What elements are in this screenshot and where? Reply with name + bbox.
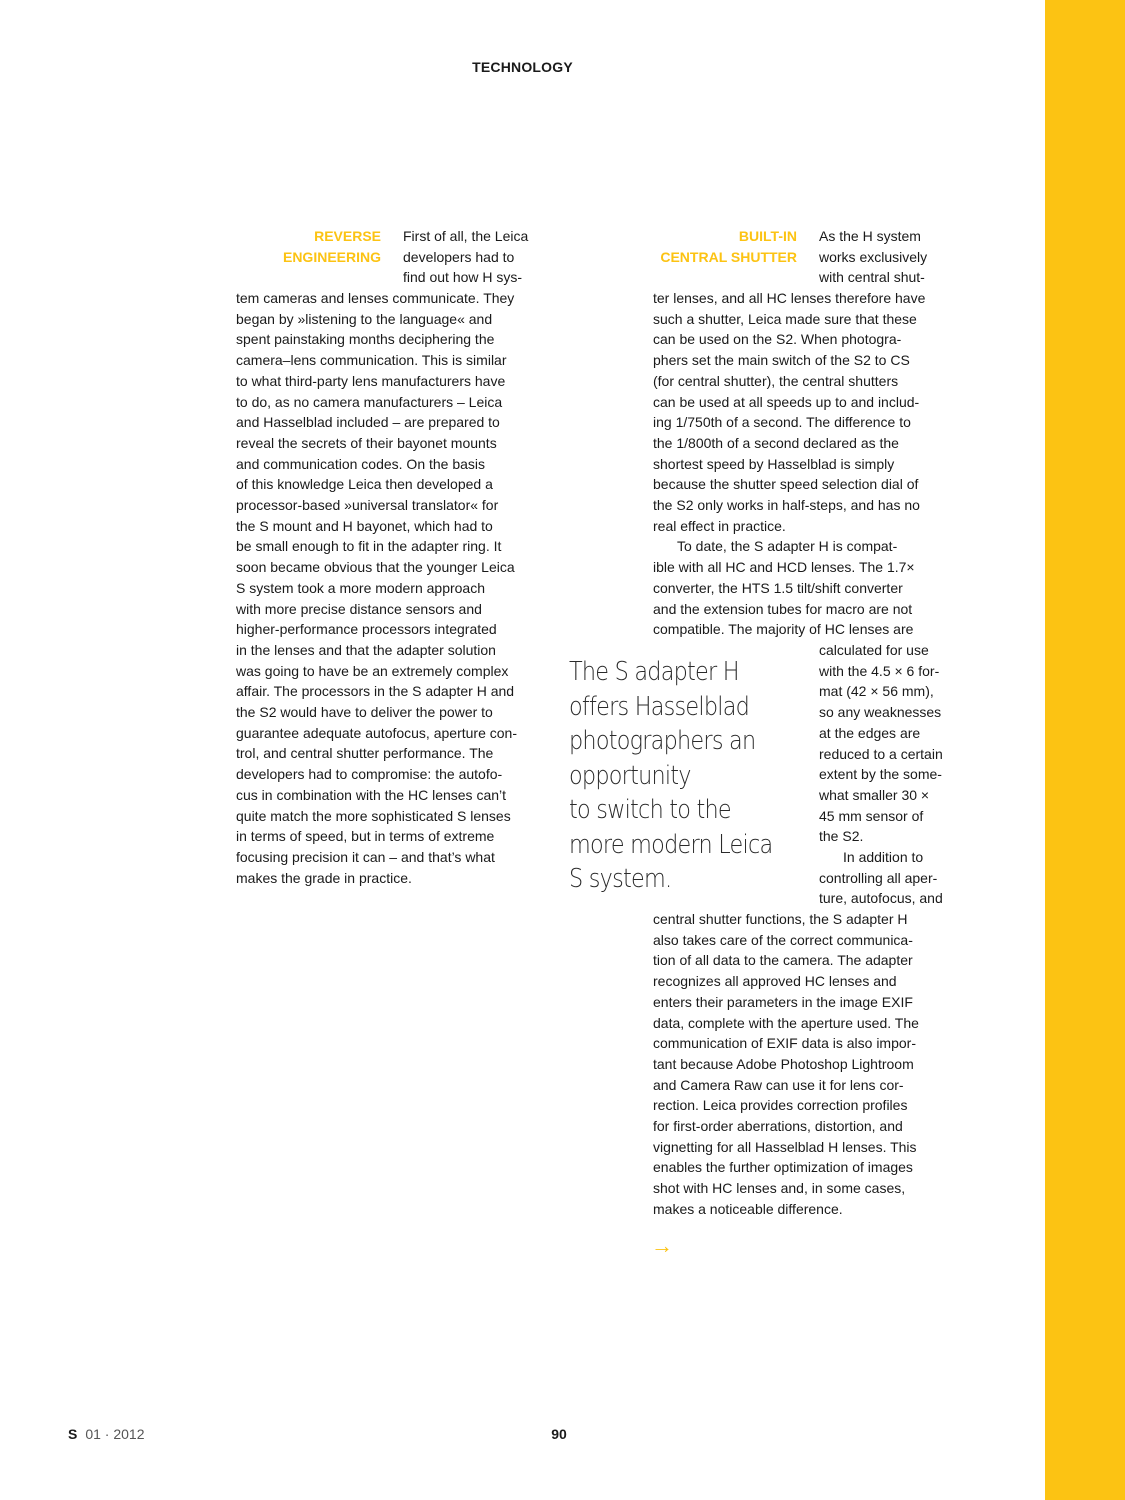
text-line: compatible. The majority of HC lenses are (653, 621, 914, 638)
left-article-body (236, 288, 556, 888)
heading-line: ENGINEERING (282, 248, 381, 265)
text-line: with the 4.5 × 6 for- (819, 662, 940, 679)
text-line: because the shutter speed selection dial of (653, 476, 919, 493)
text-line: enables the further optimization of images (653, 1159, 913, 1176)
page-number: 90 (551, 1426, 567, 1442)
text-line: phers set the main switch of the S2 to CS (653, 352, 910, 369)
text-line: to what third-party lens manufacturers have (236, 372, 506, 389)
text-line: to switch to the (569, 795, 731, 825)
text-line: rection. Leica provides correction profiles (653, 1097, 908, 1114)
text-line: more modern Leica (569, 829, 773, 860)
text-line: shot with HC lenses and, in some cases, (653, 1180, 906, 1197)
text-line: to do, as no camera manufacturers – Leica (236, 393, 503, 410)
text-line: can be used on the S2. When photogra- (653, 331, 902, 348)
text-line: developers had to compromise: the autofo- (236, 766, 503, 783)
text-line: converter, the HTS 1.5 tilt/shift converter (653, 579, 903, 596)
text-line: works exclusively (819, 248, 928, 265)
pull-quote (569, 655, 775, 897)
text-line: the S mount and H bayonet, which had to (236, 517, 493, 534)
text-line: shortest speed by Hasselblad is simply (653, 455, 895, 472)
text-line: To date, the S adapter H is compat- (677, 538, 898, 555)
text-line: ter lenses, and all HC lenses therefore have (653, 290, 926, 306)
text-line: began by »listening to the language« and (236, 310, 493, 327)
text-line: photographers an (569, 726, 756, 756)
left-article-intro (403, 226, 553, 288)
text-line: soon became obvious that the younger Leica (236, 559, 515, 576)
text-line: central shutter functions, the S adapter H (653, 911, 908, 927)
text-line: quite match the more sophisticated S lenses (236, 807, 511, 824)
text-line: for first-order aberrations, distortion, and (653, 1118, 903, 1135)
text-line: spent painstaking months deciphering the (236, 331, 495, 348)
left-article-heading (236, 226, 381, 267)
text-line: 45 mm sensor of (819, 807, 924, 824)
text-line: vignetting for all Hasselblad H lenses. This (653, 1138, 917, 1155)
text-line: trol, and central shutter performance. The (236, 745, 494, 762)
text-line: in terms of speed, but in terms of extreme (236, 828, 495, 845)
text-line: ture, autofocus, and (819, 890, 943, 907)
text-line: the S2. (819, 828, 864, 845)
text-line: tion of all data to the camera. The adapter (653, 952, 913, 969)
text-line: affair. The processors in the S adapter H and (236, 683, 515, 700)
text-line: makes a noticeable difference. (653, 1200, 843, 1217)
text-line: processor-based »universal translator« for (236, 497, 499, 514)
text-line: and Camera Raw can use it for lens cor- (653, 1076, 904, 1093)
text-line: guarantee adequate autofocus, aperture con- (236, 724, 517, 741)
text-line: enters their parameters in the image EXIF (653, 993, 913, 1010)
heading-line: BUILT-IN (738, 228, 797, 244)
text-line: focusing precision it can – and that’s what (236, 848, 495, 865)
text-line: data, complete with the aperture used. The (653, 1014, 919, 1031)
heading-line: REVERSE (314, 228, 381, 244)
text-line: with central shut- (819, 269, 925, 286)
text-line: controlling all aper- (819, 869, 938, 886)
text-line: and communication codes. On the basis (236, 455, 486, 472)
text-line: The S adapter H (569, 657, 739, 687)
right-article-body (653, 288, 973, 640)
text-line: calculated for use (819, 642, 929, 658)
text-line: opportunity (569, 760, 691, 791)
text-line: cus in combination with the HC lenses can’t (236, 786, 507, 803)
accent-side-bar (1045, 0, 1125, 1500)
text-line: tem cameras and lenses communicate. They (236, 290, 515, 306)
text-line: S system. (569, 864, 672, 894)
text-line: so any weaknesses (819, 704, 942, 721)
text-line: As the H system (819, 228, 921, 244)
text-line: recognizes all approved HC lenses and (653, 973, 897, 990)
continue-arrow-icon: → (651, 1233, 673, 1258)
text-line: in the lenses and that the adapter solution (236, 641, 496, 658)
right-article-tail (653, 909, 973, 1220)
text-line: mat (42 × 56 mm), (819, 683, 934, 700)
text-line: S system took a more modern approach (236, 579, 486, 596)
text-line: reduced to a certain (819, 745, 943, 762)
magazine-title: S (68, 1426, 78, 1442)
text-line: reveal the secrets of their bayonet mounts (236, 434, 497, 451)
text-line: ible with all HC and HCD lenses. The 1.7× (653, 559, 915, 576)
text-line: (for central shutter), the central shutters (653, 372, 899, 389)
text-line: offers Hasselblad (569, 691, 750, 722)
text-line: First of all, the Leica (403, 228, 529, 244)
text-line: be small enough to fit in the adapter ring. It (236, 538, 502, 555)
right-article-narrow-column (819, 640, 969, 909)
text-line: find out how H sys- (403, 269, 523, 286)
text-line: the S2 only works in half-steps, and has no (653, 497, 920, 514)
text-line: at the edges are (819, 724, 921, 741)
text-line: the 1/800th of a second declared as the (653, 434, 899, 451)
text-line: such a shutter, Leica made sure that these (653, 310, 917, 327)
text-line: the S2 would have to deliver the power to (236, 704, 493, 721)
issue-number: 01 · 2012 (85, 1426, 145, 1442)
heading-line: CENTRAL SHUTTER (660, 248, 797, 265)
text-line: In addition to (843, 849, 924, 866)
text-line: communication of EXIF data is also impor- (653, 1035, 916, 1052)
section-label: TECHNOLOGY (472, 59, 573, 75)
text-line: of this knowledge Leica then developed a (236, 476, 493, 493)
right-article-intro (819, 226, 969, 288)
text-line: and the extension tubes for macro are not (653, 600, 913, 617)
text-line: extent by the some- (819, 766, 942, 783)
text-line: camera–lens communication. This is similar (236, 352, 507, 369)
text-line: makes the grade in practice. (236, 869, 412, 886)
text-line: tant because Adobe Photoshop Lightroom (653, 1055, 914, 1072)
text-line: also takes care of the correct communica- (653, 931, 913, 948)
text-line: was going to have be an extremely complex (236, 662, 509, 679)
text-line: what smaller 30 × (819, 786, 930, 803)
text-line: developers had to (403, 248, 515, 265)
text-line: and Hasselblad included – are prepared to (236, 414, 500, 431)
text-line: can be used at all speeds up to and includ- (653, 393, 920, 410)
text-line: with more precise distance sensors and (236, 600, 482, 617)
text-line: ing 1/750th of a second. The difference to (653, 414, 911, 431)
right-article-heading (652, 226, 797, 267)
text-line: real effect in practice. (653, 517, 786, 534)
text-line: higher-performance processors integrated (236, 621, 497, 638)
